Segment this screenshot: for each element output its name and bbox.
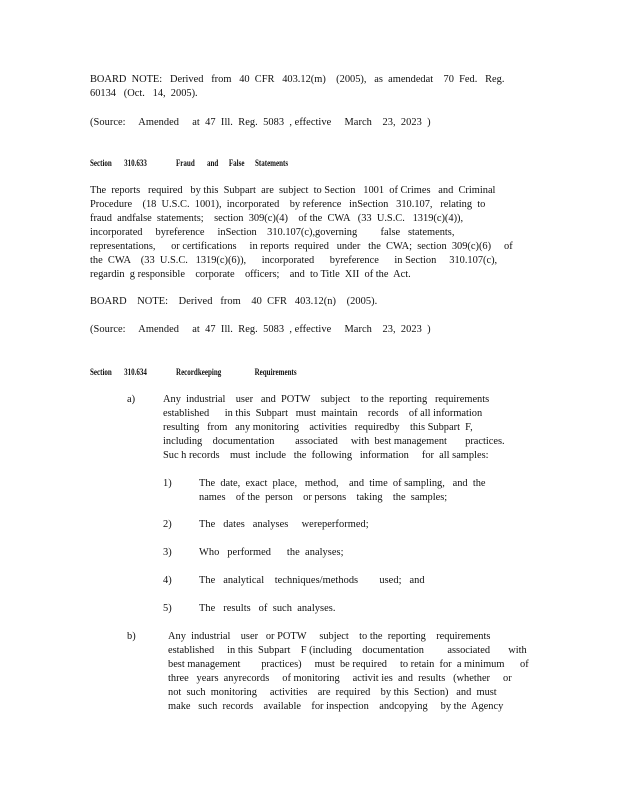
item-b-line: established in this Subpart F (including documentation associated with [168,645,527,656]
item-a-line: established in this Subpart must maintain records of all information [163,408,483,419]
item-a-line: including documentation associated with best management practices. [163,436,505,447]
section-number-633: Section 310.633 [90,158,147,168]
subitem-5-label: 5) [163,603,172,614]
item-a-line: resulting from any monitoring activities requiredby this Subpart F, [163,422,473,433]
source-note-1: (Source: Amended at 47 Ill. Reg. 5083 , effective March 23, 2023 ) [90,117,431,128]
board-note-2: BOARD NOTE: Derived from 40 CFR 403.12(n) (2005). [90,296,378,307]
subitem-2-label: 2) [163,519,172,530]
source-note-2: (Source: Amended at 47 Ill. Reg. 5083 , effective March 23, 2023 ) [90,324,431,335]
subitem-1-label: 1) [163,478,172,489]
paragraph-line: Procedure (18 U.S.C. 1001), incorporated by reference inSection 310.107, relating to [90,199,486,210]
board-note-1-line: 60134 (Oct. 14, 2005). [90,88,198,99]
subitem-5-text: The results of such analyses. [199,603,336,614]
subitem-2-text: The dates analyses wereperformed; [199,519,369,530]
board-note-1-line: BOARD NOTE: Derived from 40 CFR 403.12(m) (2005), as amendedat 70 Fed. Reg. [90,74,505,85]
subitem-1-line: names of the person or persons taking the samples; [199,492,448,503]
section-title-633: Fraud and False Statements [176,158,289,168]
item-b-line: make such records available for inspection andcopying by the Agency [168,701,504,712]
item-a-line: Suc h records must include the following information for all samples: [163,450,489,461]
item-b-line: not such monitoring activities are required by this Section) and must [168,687,497,698]
paragraph-line: fraud andfalse statements; section 309(c)(4) of the CWA (33 U.S.C. 1319(c)(4)), [90,213,464,224]
item-a-label: a) [127,394,136,405]
paragraph-line: representations, or certifications in reports required under the CWA; section 309(c)(6) of [90,241,513,252]
item-b-label: b) [127,631,136,642]
item-b-line: three years anyrecords of monitoring activit ies and results (whether or [168,673,512,684]
subitem-4-text: The analytical techniques/methods used; and [199,575,425,586]
section-633-paragraph [90,184,513,282]
section-title-634: Recordkeeping Requirements [176,367,297,377]
section-number-634: Section 310.634 [90,367,147,377]
paragraph-line: The reports required by this Subpart are subject to Section 1001 of Crimes and Criminal [90,185,496,196]
item-a-text [163,393,505,463]
item-b-line: best management practices) must be required to retain for a minimum of [168,659,529,670]
subitem-3-text: Who performed the analyses; [199,547,344,558]
paragraph-line: the CWA (33 U.S.C. 1319(c)(6)), incorporated byreference in Section 310.107(c), [90,255,498,266]
item-a-line: Any industrial user and POTW subject to the reporting requirements [163,394,490,405]
paragraph-line: regardin g responsible corporate officers; and to Title XII of the Act. [90,269,411,280]
paragraph-line: incorporated byreference inSection 310.107(c),governing false statements, [90,227,455,238]
subitem-1-text [199,477,486,505]
item-b-text [168,630,529,714]
item-b-line: Any industrial user or POTW subject to the reporting requirements [168,631,491,642]
subitem-1-line: The date, exact place, method, and time of sampling, and the [199,478,486,489]
subitem-3-label: 3) [163,547,172,558]
board-note-1 [90,73,504,101]
subitem-4-label: 4) [163,575,172,586]
